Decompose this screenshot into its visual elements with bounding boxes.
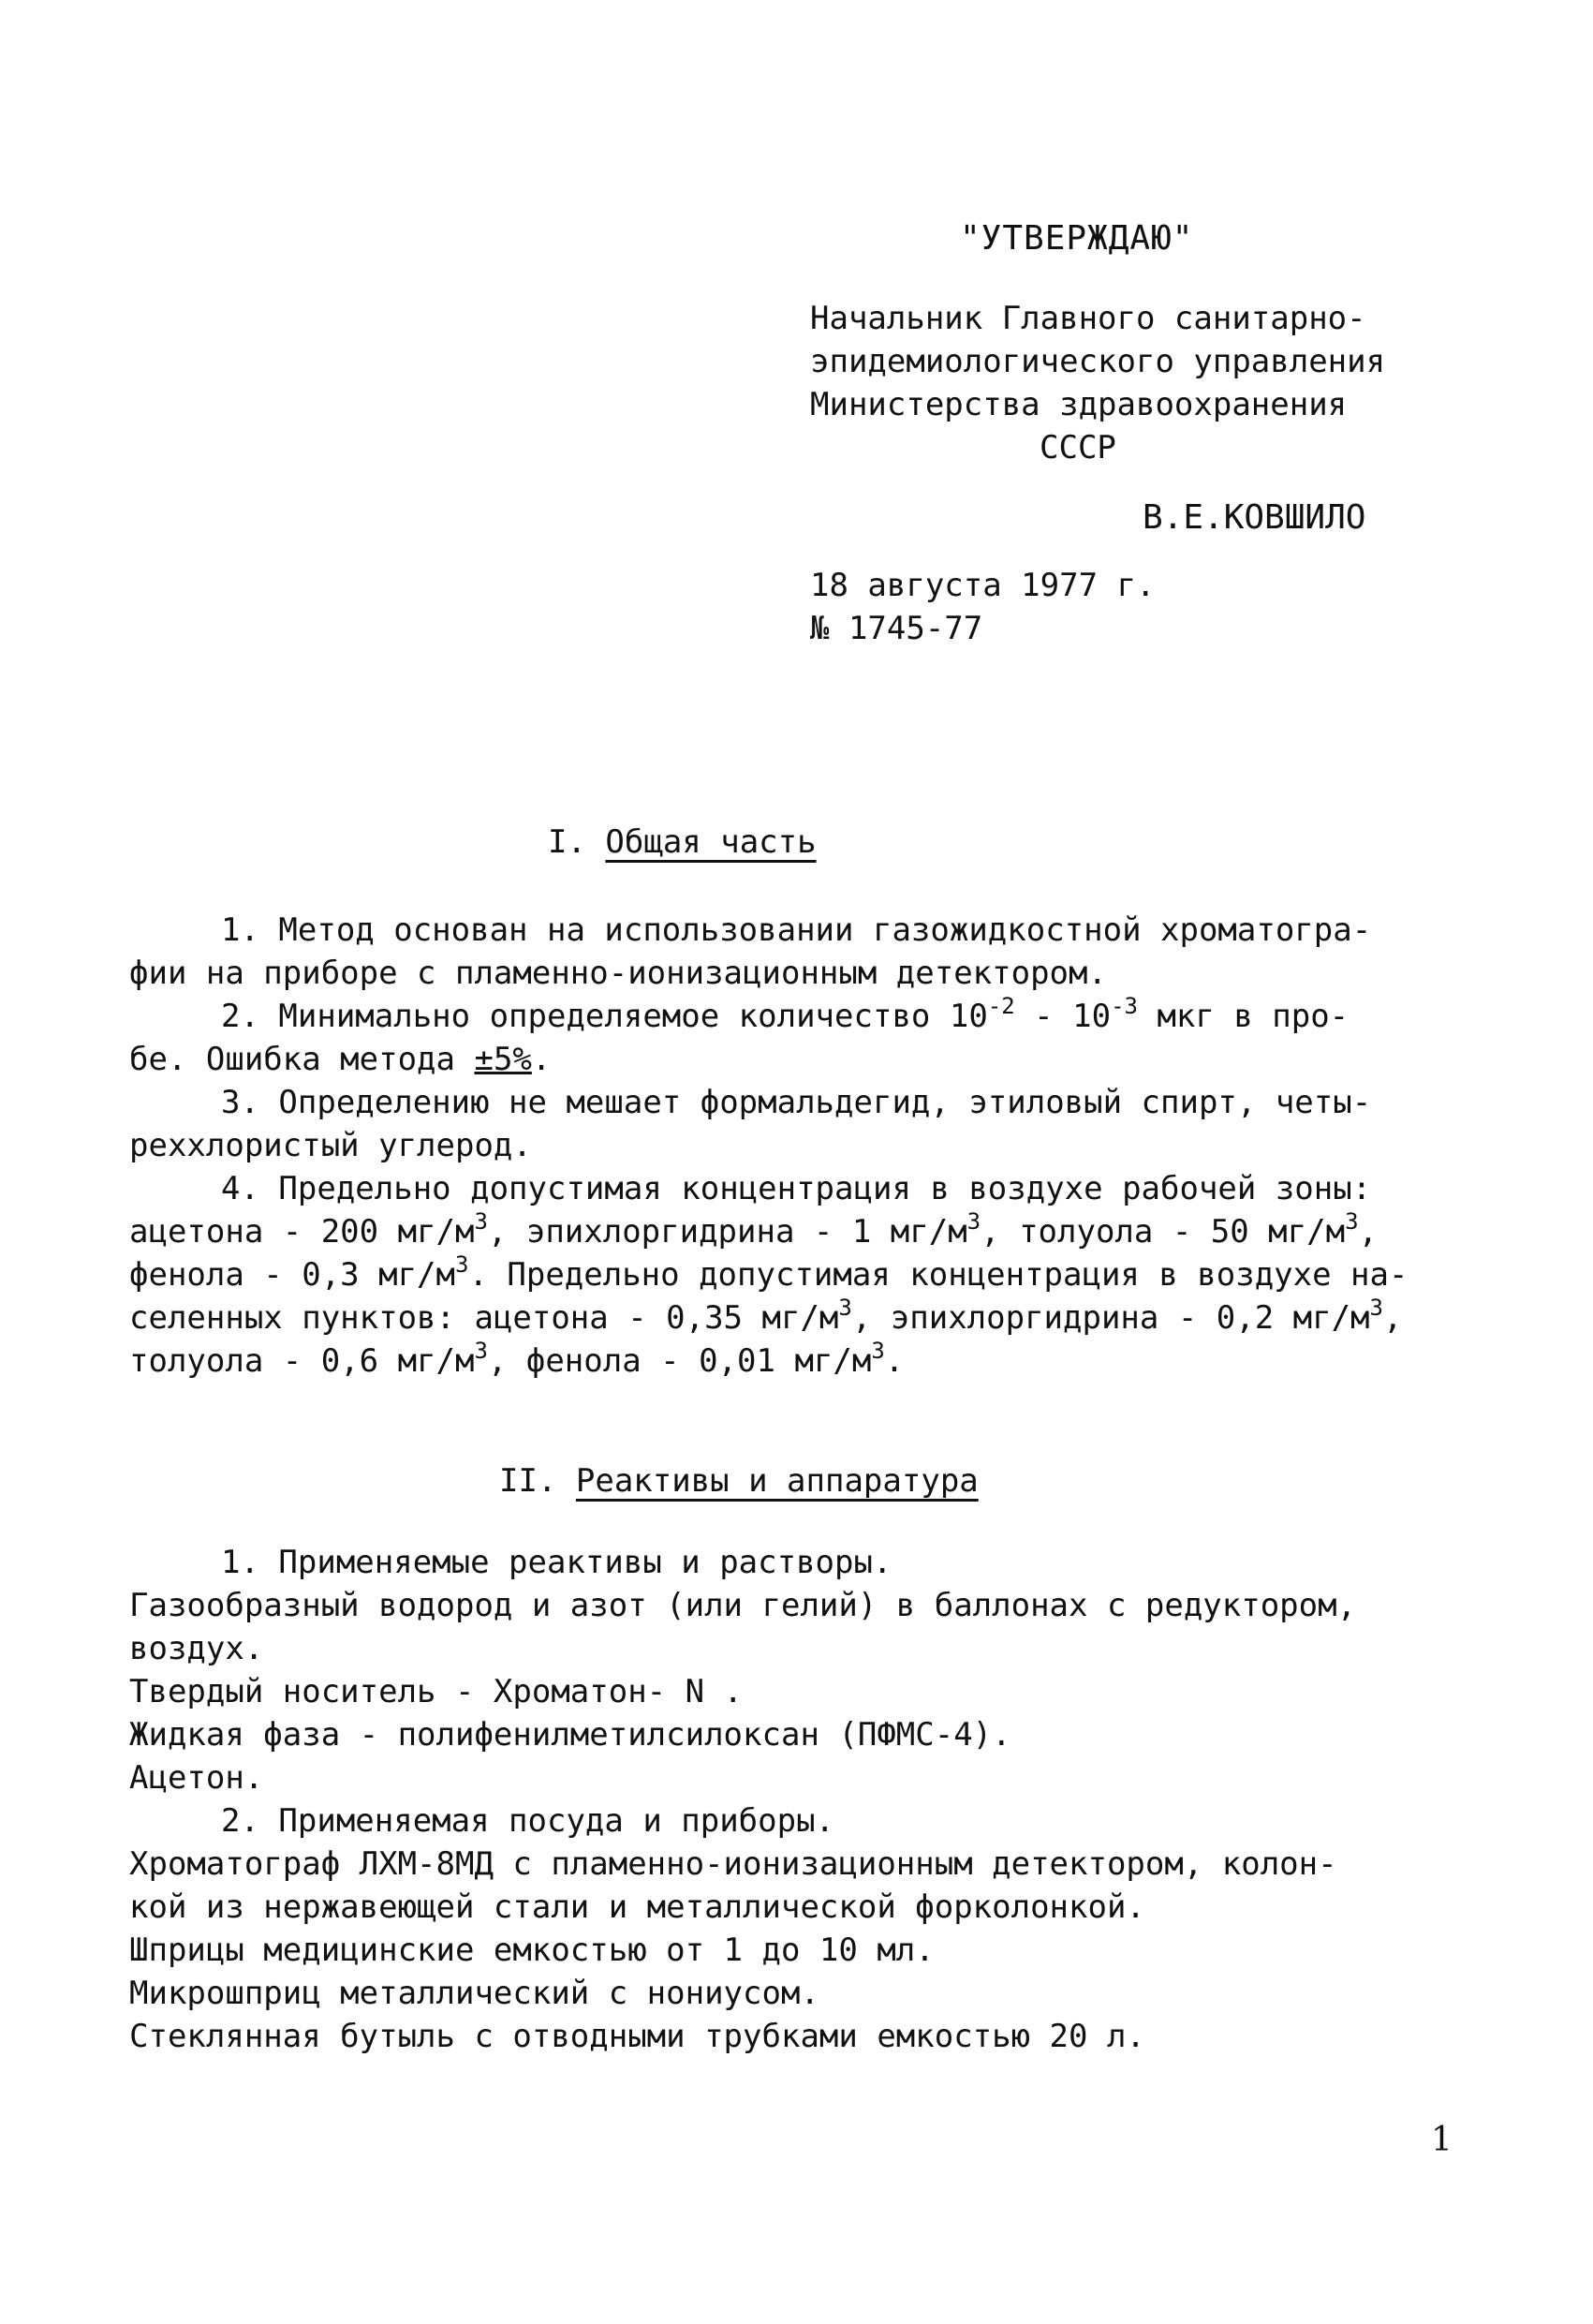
section-1-body: [129, 909, 1459, 1383]
paragraph-line: 1. Метод основан на использовании газожидкостной хроматогра-: [221, 911, 1372, 949]
paragraph-line: Газообразный водород и азот (или гелий) в баллонах с редуктором,: [129, 1587, 1357, 1624]
section-1-number: I.: [548, 823, 606, 861]
paragraph-line: Шприцы медицинские емкостью от 1 до 10 мл.: [129, 1932, 935, 1969]
paragraph-line: Ацетон.: [129, 1759, 264, 1797]
section-2-body: [129, 1541, 1459, 2058]
paragraph-line: Жидкая фаза - полифенилметилсилоксан (ПФМС-4).: [129, 1716, 1011, 1754]
section-2-heading: Реактивы и аппаратура: [575, 1462, 979, 1500]
position-line: Министерства здравоохранения: [810, 386, 1348, 423]
section-1-heading: Общая часть: [605, 823, 817, 861]
paragraph-line: Твердый носитель - Хроматон- N .: [129, 1673, 744, 1710]
paragraph-line: Хроматограф ЛХМ-8МД с пламенно-ионизационным детектором, колон-: [129, 1845, 1337, 1883]
approval-stamp-title: "УТВЕРЖДАЮ": [960, 219, 1194, 258]
paragraph-line: воздух.: [129, 1630, 264, 1667]
page-number: 1: [1431, 2121, 1453, 2159]
paragraph-line: фенола - 0,3 $мг/м^3$. Предельно допустимая концентрация в воздухе на-: [129, 1251, 1409, 1294]
paragraph-line: ацетона - 200 $мг/м^3$, эпихлоргидрина - 1 $мг/м^3$, толуола - 50 $мг/м^3$,: [129, 1208, 1378, 1251]
paragraph-line: Микрошприц металлический с нониусом.: [129, 1975, 819, 2012]
paragraph-line: бе. Ошибка метода ±5%.: [129, 1041, 552, 1078]
paragraph-line: Стеклянная бутыль с отводными трубками емкостью 20 л.: [129, 2018, 1145, 2055]
section-1-title: [548, 821, 817, 864]
approval-date: 18 августа 1977 г.: [810, 567, 1156, 604]
paragraph-line: 4. Предельно допустимая концентрация в воздухе рабочей зоны:: [221, 1170, 1372, 1207]
paragraph-line: реххлористый углерод.: [129, 1127, 532, 1164]
paragraph-line: 1. Применяемые реактивы и растворы.: [221, 1544, 892, 1581]
paragraph-line: толуола - 0,6 $мг/м^3$, фенола - 0,01 $мг/м^3$.: [129, 1338, 905, 1380]
section-2-number: II.: [499, 1462, 576, 1500]
approval-number: № 1745-77: [810, 610, 983, 647]
paragraph-line: 2. Минимально определяемое количество $10^{-2} - 10^{-3}$ мкг в про-: [221, 993, 1350, 1035]
approval-position: [810, 297, 1522, 469]
paragraph-line: селенных пунктов: ацетона - 0,35 $мг/м^3$, эпихлоргидрина - 0,2 $мг/м^3$,: [129, 1295, 1403, 1337]
approval-date-block: [810, 564, 1155, 650]
position-line-country: СССР: [1040, 429, 1116, 466]
paragraph-line: 3. Определению не мешает формальдегид, этиловый спирт, четы-: [221, 1084, 1372, 1121]
paragraph-line: фии на приборе с пламенно-ионизационным детектором.: [129, 955, 1107, 992]
section-2-title: [499, 1459, 979, 1502]
position-line: эпидемиологического управления: [810, 343, 1386, 380]
approval-signer: В.Е.КОВШИЛО: [1143, 498, 1366, 537]
position-line: Начальник Главного санитарно-: [810, 300, 1366, 337]
paragraph-line: 2. Применяемая посуда и приборы.: [221, 1802, 835, 1840]
paragraph-line: кой из нержавеющей стали и металлической форколонкой.: [129, 1888, 1145, 1926]
